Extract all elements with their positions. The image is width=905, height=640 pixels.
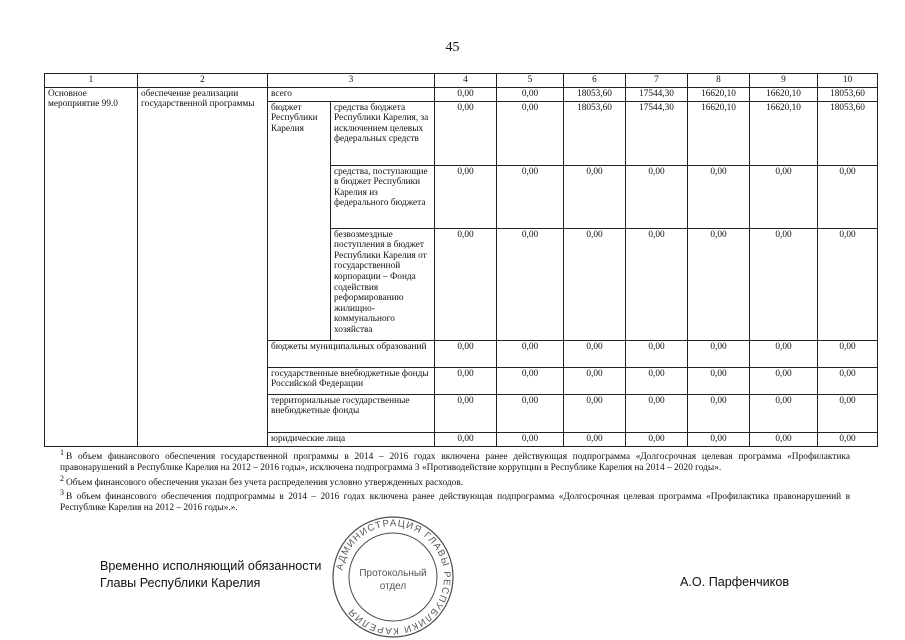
column-numbers-row (45, 74, 878, 88)
value-cell: 0,00 (435, 340, 497, 367)
value-cell: 0,00 (626, 228, 688, 340)
row-label: безвозмездные поступления в бюджет Республики Карелия от государственной корпорации – Фонда содействия реформированию жилищно-коммунального хозяйства (331, 228, 435, 340)
value-cell: 0,00 (818, 432, 878, 446)
header-cell: 8 (688, 74, 750, 88)
value-cell: 18053,60 (564, 101, 626, 165)
header-cell: 2 (138, 74, 268, 88)
value-cell: 0,00 (626, 432, 688, 446)
value-cell: 16620,10 (688, 101, 750, 165)
event-description-cell: обеспечение реализации государственной программы (138, 87, 268, 446)
header-cell: 9 (750, 74, 818, 88)
seal-stamp (327, 514, 459, 640)
value-cell: 0,00 (626, 165, 688, 228)
footnote-mark: 1 (60, 448, 64, 457)
value-cell: 0,00 (564, 228, 626, 340)
budget-rk-cell: бюджет Республики Карелия (268, 101, 331, 340)
footnote (60, 473, 850, 489)
header-cell: 4 (435, 74, 497, 88)
value-cell: 0,00 (497, 432, 564, 446)
seal-outer-text: АДМИНИСТРАЦИЯ ГЛАВЫ РЕСПУБЛИКИ КАРЕЛИЯ (334, 517, 453, 637)
value-cell: 0,00 (497, 101, 564, 165)
header-cell: 1 (45, 74, 138, 88)
signatory-position: Главы Республики Карелия (100, 576, 261, 590)
value-cell: 0,00 (564, 165, 626, 228)
value-cell: 0,00 (564, 394, 626, 432)
value-cell: 18053,60 (818, 87, 878, 101)
value-cell: 17544,30 (626, 87, 688, 101)
value-cell: 0,00 (497, 165, 564, 228)
footnote-text: Объем финансового обеспечения указан без учета распределения условно утвержденных расходов. (66, 477, 464, 488)
table-row (45, 87, 878, 101)
value-cell: 0,00 (435, 165, 497, 228)
value-cell: 0,00 (626, 394, 688, 432)
row-label: всего (268, 87, 435, 101)
row-label: средства бюджета Республики Карелия, за исключением целевых федеральных средств (331, 101, 435, 165)
value-cell: 0,00 (564, 367, 626, 394)
value-cell: 0,00 (435, 228, 497, 340)
footnote-text: В объем финансового обеспечения государственной программы в 2014 – 2016 годах включена ранее действующая подпрограмма «Долгосрочная целевая программа «Профилактика правонарушений в Республике Карелия на 2012 – 2016 годы», исключена подпрограмма 3 «Противодействие коррупции в Республике Карелия на 2014 – 2020 годы». (60, 452, 850, 474)
value-cell: 0,00 (626, 340, 688, 367)
header-cell: 5 (497, 74, 564, 88)
value-cell: 0,00 (818, 165, 878, 228)
value-cell: 18053,60 (818, 101, 878, 165)
value-cell: 0,00 (497, 87, 564, 101)
value-cell: 0,00 (564, 340, 626, 367)
value-cell: 0,00 (818, 228, 878, 340)
row-label: территориальные государственные внебюджетные фонды (268, 394, 435, 432)
value-cell: 0,00 (750, 165, 818, 228)
value-cell: 0,00 (750, 432, 818, 446)
value-cell: 0,00 (688, 394, 750, 432)
value-cell: 17544,30 (626, 101, 688, 165)
value-cell: 0,00 (497, 394, 564, 432)
value-cell: 0,00 (435, 87, 497, 101)
value-cell: 0,00 (750, 228, 818, 340)
signatory-position: Временно исполняющий обязанности (100, 559, 322, 573)
footnote (60, 487, 850, 515)
header-cell: 6 (564, 74, 626, 88)
value-cell: 0,00 (497, 340, 564, 367)
row-label: бюджеты муниципальных образований (268, 340, 435, 367)
value-cell: 0,00 (435, 394, 497, 432)
row-label: средства, поступающие в бюджет Республики Карелия из федерального бюджета (331, 165, 435, 228)
value-cell: 0,00 (497, 367, 564, 394)
value-cell: 0,00 (435, 432, 497, 446)
value-cell: 0,00 (750, 394, 818, 432)
value-cell: 0,00 (435, 101, 497, 165)
value-cell: 0,00 (818, 340, 878, 367)
page-number: 45 (445, 40, 460, 55)
footnote-text: В объем финансового обеспечения подпрограммы в 2014 – 2016 годах включена ранее действующая подпрограмма «Долгосрочная целевая программа «Профилактика правонарушений в Республике Карелия на 2012 – 2016 годы».». (60, 491, 850, 514)
value-cell: 18053,60 (564, 87, 626, 101)
value-cell: 0,00 (750, 367, 818, 394)
value-cell: 0,00 (688, 367, 750, 394)
header-cell: 3 (268, 74, 435, 88)
header-cell: 7 (626, 74, 688, 88)
value-cell: 0,00 (688, 228, 750, 340)
value-cell: 0,00 (497, 228, 564, 340)
row-label: юридические лица (268, 432, 435, 446)
value-cell: 0,00 (688, 165, 750, 228)
value-cell: 16620,10 (688, 87, 750, 101)
value-cell: 0,00 (626, 367, 688, 394)
value-cell: 16620,10 (750, 87, 818, 101)
footnote-mark: 2 (60, 473, 64, 483)
footnotes (60, 448, 850, 517)
row-label: государственные внебюджетные фонды Российской Федерации (268, 367, 435, 394)
value-cell: 0,00 (435, 367, 497, 394)
funding-table (44, 73, 878, 447)
signature-block (100, 558, 321, 592)
value-cell: 0,00 (688, 340, 750, 367)
header-cell: 10 (818, 74, 878, 88)
seal-inner-text: отдел (379, 581, 407, 592)
value-cell: 0,00 (818, 394, 878, 432)
value-cell: 0,00 (564, 432, 626, 446)
value-cell: 0,00 (688, 432, 750, 446)
value-cell: 0,00 (750, 340, 818, 367)
value-cell: 0,00 (818, 367, 878, 394)
seal-inner-text: Протокольный (359, 568, 427, 579)
event-title-cell: Основное мероприятие 99.0 (45, 87, 138, 446)
signatory-name: А.О. Парфенчиков (680, 575, 790, 589)
value-cell: 16620,10 (750, 101, 818, 165)
footnote (60, 448, 850, 475)
footnote-mark: 3 (60, 487, 64, 497)
